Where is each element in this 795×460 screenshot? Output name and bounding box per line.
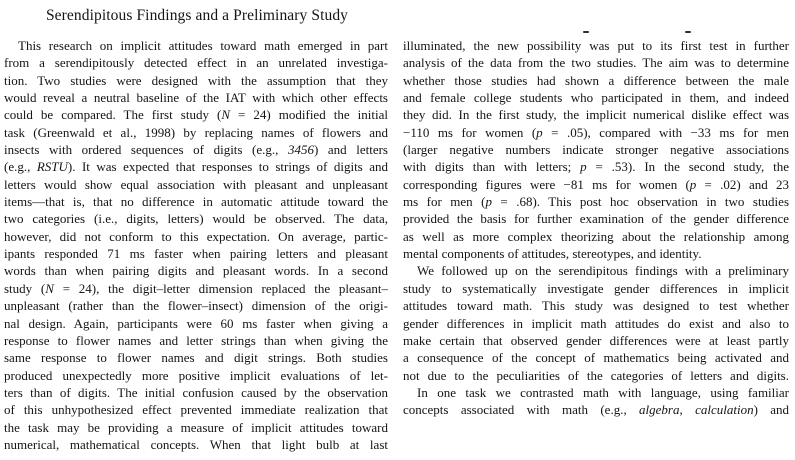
text-segment: In one task we contrasted math with language, using familiar [417,384,789,400]
text-segment: words than when pairing digits and pleasant words. In a second [4,263,388,279]
text-segment: study ( [4,280,46,296]
text-line [4,54,388,71]
text-segment: corresponding figures were −81 ms for women ( [403,176,690,192]
text-line [403,89,789,106]
text-segment: whether those studies had shown a difference between the male [403,72,789,88]
text-segment: they did. In the first study, the implicit numerical dislike effect was [403,107,789,123]
italic-text: p [689,176,697,192]
text-line [4,384,388,401]
text-line [403,367,789,384]
text-segment: items—that is, that no difference in automatic attitude toward the [4,194,388,210]
text-line [403,228,789,245]
text-line [4,89,388,106]
text-line [403,210,789,227]
text-segment: illuminated, the new possibility was put to its first test in further [403,38,789,53]
text-line [4,158,388,175]
text-line [403,193,789,210]
text-segment: two categories (i.e., digits, letters) would be observed. The data, [4,211,388,227]
text-line [4,106,388,123]
text-segment: not due to the peculiarities of the categories of letters and digits. [403,367,789,383]
text-line [4,280,388,297]
italic-text: RSTU [36,159,68,175]
text-line [4,349,388,366]
text-segment: = 24) modified the initial [229,107,388,123]
text-line [403,245,789,262]
text-segment: task (Greenwald et al., 1998) by replacing names of flowers and [4,124,388,140]
text-segment: produced unexpectedly more positive implicit evaluations of let- [4,367,388,383]
italic-text: 3456 [287,142,314,158]
text-segment: (larger negative numbers indicate stronger negative associations [403,142,789,158]
text-segment: = .68). This post hoc observation in two studies [491,194,790,210]
text-line [403,349,789,366]
text-line [403,124,789,141]
text-segment: insects with ordered sequences of digits (e.g., [4,142,288,158]
text-line [4,419,388,436]
text-segment: a consequence of the concept of mathematics being activated and [403,350,789,366]
text-line [403,37,789,54]
text-line [403,401,789,418]
text-line [403,176,789,193]
text-line [403,315,789,332]
italic-text: p [485,194,492,210]
text-line [403,262,789,279]
text-line [403,332,789,349]
text-segment: however, did not conform to this expectation. On average, partic- [4,228,388,244]
text-segment: = .05), compared with −33 ms for men [542,124,789,140]
text-line [4,262,388,279]
text-line [4,72,388,89]
left-column [4,37,388,453]
text-segment: ) and letters [313,142,388,158]
text-line [4,193,388,210]
text-segment: = .02) and 23 [696,176,789,192]
italic-text: p [536,124,543,140]
text-line [4,315,388,332]
text-segment: unpleasant (rather than the flower–insect) dimension of the origi- [4,298,388,314]
text-segment: ms for men ( [403,194,486,210]
text-segment: We followed up on the serendipitous findings with a preliminary [417,263,789,279]
text-line [4,210,388,227]
text-segment: the task may be providing a measure of implicit attitudes toward [4,419,388,435]
text-line [4,141,388,158]
text-segment: = .53). In the second study, the [586,159,789,175]
text-line [4,367,388,384]
text-segment: analysis of the data from the two studies. The aim was to determine [403,55,789,71]
text-segment: tion. Two studies were designed with the assumption that they [4,72,388,88]
italic-text: algebra [639,402,680,418]
text-line [4,401,388,418]
text-segment: concepts associated with math (e.g., [403,402,640,418]
text-segment: make certain that observed gender differences were at least partly [403,332,789,348]
text-line [4,124,388,141]
text-segment: nal design. Again, participants were 60 ms faster when giving a [4,315,388,331]
text-segment: study to systematically investigate gender differences in implicit [403,280,789,296]
text-segment: = 24), the digit–letter dimension replaced the pleasant– [53,280,388,296]
text-line [403,158,789,175]
text-line [403,72,789,89]
text-line [403,106,789,123]
text-segment: mental components of attitudes, stereotypes, and identity. [403,246,702,262]
text-segment: of this unhypothesized effect prevented immediate realization that [4,402,388,418]
italic-text: p [580,159,587,175]
text-segment: letters would show equal association with pleasant and unpleasant [4,176,388,192]
text-line [4,332,388,349]
italic-text: N [221,107,230,123]
text-segment: ipants responded 71 ms faster when pairing letters and pleasant [4,246,388,262]
section-heading: Serendipitous Findings and a Preliminary Study [45,7,349,24]
text-line [403,384,789,401]
text-segment: and female college students who participated in them, and indeed [403,90,789,106]
text-segment: with digits than with letters; [403,159,581,175]
text-segment: (e.g., [4,159,37,175]
text-segment: , [679,402,696,418]
text-line [4,176,388,193]
italic-text: calculation [695,402,754,418]
italic-text: N [45,280,54,296]
text-segment: from a serendipitously detected effect in an unrelated investiga- [4,55,388,71]
text-segment: numerical, mathematical concepts. When that light bulb at last [4,436,388,452]
text-line [4,228,388,245]
text-line [403,280,789,297]
text-segment: as well as more complex theorizing about the relationship among [403,228,789,244]
text-segment: could be compared. The first study ( [4,107,222,123]
text-line [403,141,789,158]
text-segment: response to flower names and letter strings than when giving the [4,332,388,348]
text-segment: gender differences in implicit math attitudes do exist and also to [403,315,789,331]
text-segment: This research on implicit attitudes toward math emerged in part [18,38,388,53]
text-line [4,37,388,54]
text-line [403,54,789,71]
clipped-text-fragment [583,31,589,33]
text-line [4,297,388,314]
text-segment: ). It was expected that responses to strings of digits and [67,159,388,175]
text-segment: would reveal a neutral baseline of the IAT with which other effects [4,90,388,106]
text-segment: ters than of digits. The initial confusion caused by the observation [4,384,388,400]
clipped-text-fragment [685,31,691,33]
text-segment: −110 ms for women ( [403,124,537,140]
text-segment: provided the basis for further examination of the gender difference [403,211,789,227]
text-segment: same response to flower names and digit strings. Both studies [4,350,388,366]
text-line [4,436,388,453]
text-segment: ) and [753,402,790,418]
text-line [4,245,388,262]
text-segment: attitudes toward math. This study was designed to test whether [403,298,789,314]
right-column [403,37,789,419]
text-line [403,297,789,314]
